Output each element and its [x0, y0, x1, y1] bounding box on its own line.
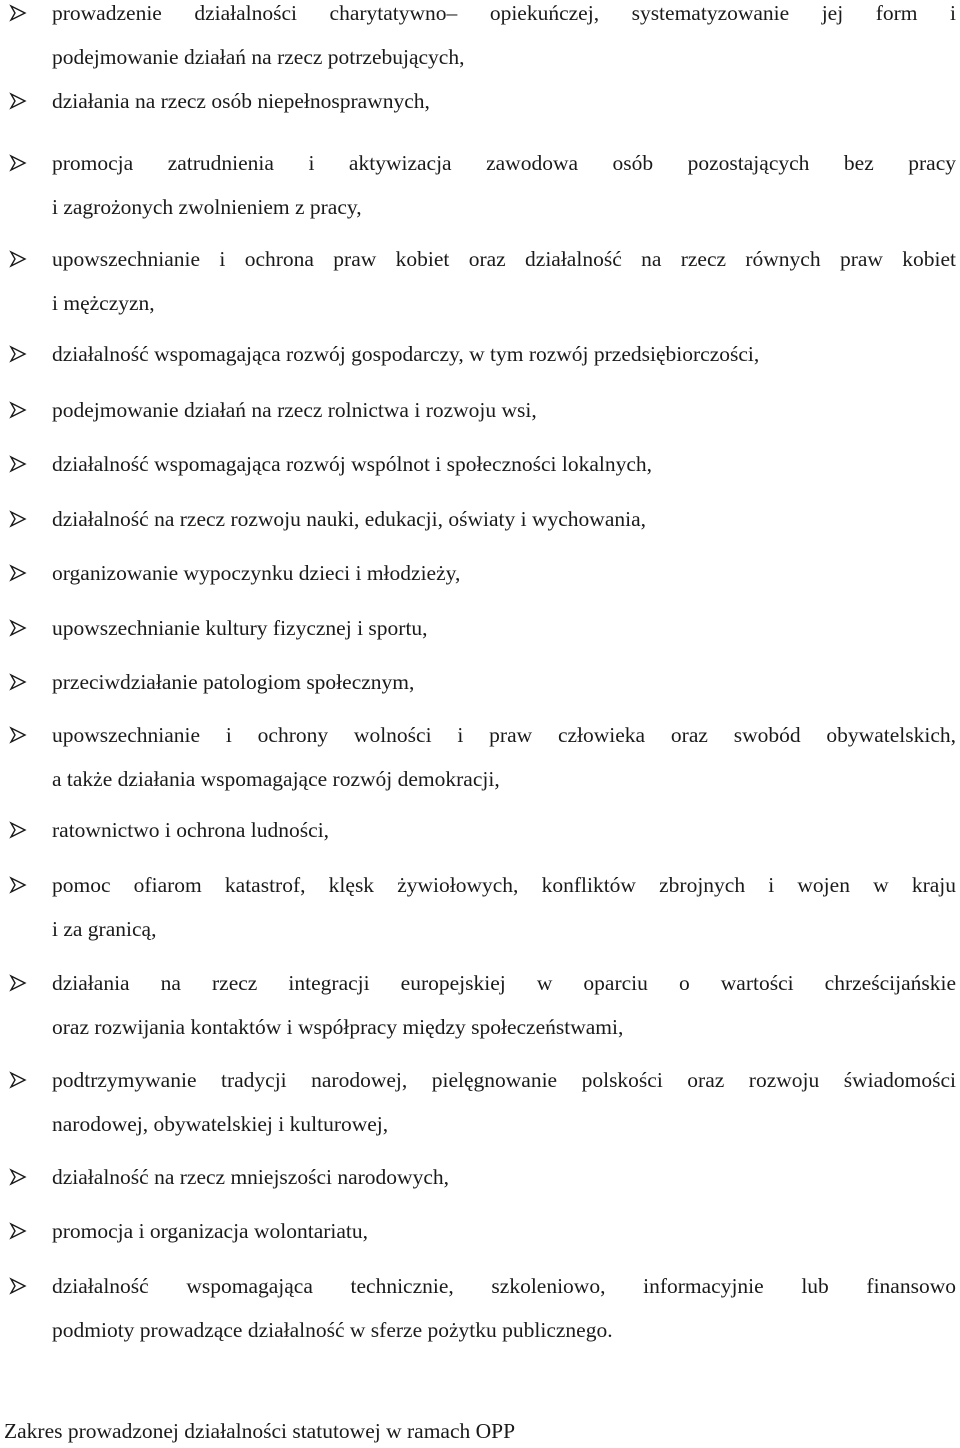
- list-item-text: działania na rzecz osób niepełnosprawnych,: [52, 89, 430, 113]
- arrowhead-bullet-icon: [8, 973, 28, 993]
- list-item-text: i za granicą,: [52, 917, 157, 941]
- list-item-text: przeciwdziałanie patologiom społecznym,: [52, 670, 415, 694]
- list-item-text: działalność na rzecz rozwoju nauki, edukacji, oświaty i wychowania,: [52, 507, 647, 531]
- arrowhead-bullet-icon: [8, 875, 28, 895]
- list-item-text: ratownictwo i ochrona ludności,: [52, 818, 330, 842]
- arrowhead-bullet-icon: [8, 1167, 28, 1187]
- arrowhead-bullet-icon: [8, 618, 28, 638]
- list-item-text: podmioty prowadzące działalność w sferze pożytku publicznego.: [52, 1318, 613, 1342]
- list-item-text: organizowanie wypoczynku dzieci i młodzieży,: [52, 561, 461, 585]
- section-heading: Zakres prowadzonej działalności statutowej w ramach OPP: [4, 1419, 516, 1443]
- list-item-text: działalność na rzecz mniejszości narodowych,: [52, 1165, 449, 1189]
- list-item-text: i mężczyzn,: [52, 291, 155, 315]
- list-item-text: upowszechnianie i ochrony wolności i praw człowieka oraz swobód obywatelskich,: [52, 723, 956, 747]
- arrowhead-bullet-icon: [8, 249, 28, 269]
- arrowhead-bullet-icon: [8, 820, 28, 840]
- list-item-text: działalność wspomagająca rozwój wspólnot i społeczności lokalnych,: [52, 452, 653, 476]
- arrowhead-bullet-icon: [8, 509, 28, 529]
- list-item-text: narodowej, obywatelskiej i kulturowej,: [52, 1112, 389, 1136]
- list-item-text: podtrzymywanie tradycji narodowej, pielęgnowanie polskości oraz rozwoju świadomości: [52, 1068, 956, 1092]
- arrowhead-bullet-icon: [8, 672, 28, 692]
- list-item-text: podejmowanie działań na rzecz rolnictwa i rozwoju wsi,: [52, 398, 537, 422]
- arrowhead-bullet-icon: [8, 3, 28, 23]
- list-item-text: oraz rozwijania kontaktów i współpracy między społeczeństwami,: [52, 1015, 624, 1039]
- arrowhead-bullet-icon: [8, 400, 28, 420]
- arrowhead-bullet-icon: [8, 153, 28, 173]
- list-item-text: promocja i organizacja wolontariatu,: [52, 1219, 369, 1243]
- arrowhead-bullet-icon: [8, 344, 28, 364]
- arrowhead-bullet-icon: [8, 725, 28, 745]
- list-item-text: działania na rzecz integracji europejskiej w oparciu o wartości chrześcijańskie: [52, 971, 956, 995]
- list-item-text: upowszechnianie kultury fizycznej i sportu,: [52, 616, 428, 640]
- list-item-text: a także działania wspomagające rozwój demokracji,: [52, 767, 500, 791]
- arrowhead-bullet-icon: [8, 563, 28, 583]
- arrowhead-bullet-icon: [8, 454, 28, 474]
- list-item-text: podejmowanie działań na rzecz potrzebujących,: [52, 45, 465, 69]
- arrowhead-bullet-icon: [8, 1221, 28, 1241]
- list-item-text: i zagrożonych zwolnieniem z pracy,: [52, 195, 362, 219]
- arrowhead-bullet-icon: [8, 91, 28, 111]
- list-item-text: upowszechnianie i ochrona praw kobiet oraz działalność na rzecz równych praw kobiet: [52, 247, 956, 271]
- arrowhead-bullet-icon: [8, 1070, 28, 1090]
- list-item-text: prowadzenie działalności charytatywno– opiekuńczej, systematyzowanie jej form i: [52, 1, 956, 25]
- list-item-text: działalność wspomagająca technicznie, szkoleniowo, informacyjnie lub finansowo: [52, 1274, 956, 1298]
- list-item-text: promocja zatrudnienia i aktywizacja zawodowa osób pozostających bez pracy: [52, 151, 956, 175]
- arrowhead-bullet-icon: [8, 1276, 28, 1296]
- list-item-text: działalność wspomagająca rozwój gospodarczy, w tym rozwój przedsiębiorczości,: [52, 342, 760, 366]
- list-item-text: pomoc ofiarom katastrof, klęsk żywiołowych, konfliktów zbrojnych i wojen w kraju: [52, 873, 956, 897]
